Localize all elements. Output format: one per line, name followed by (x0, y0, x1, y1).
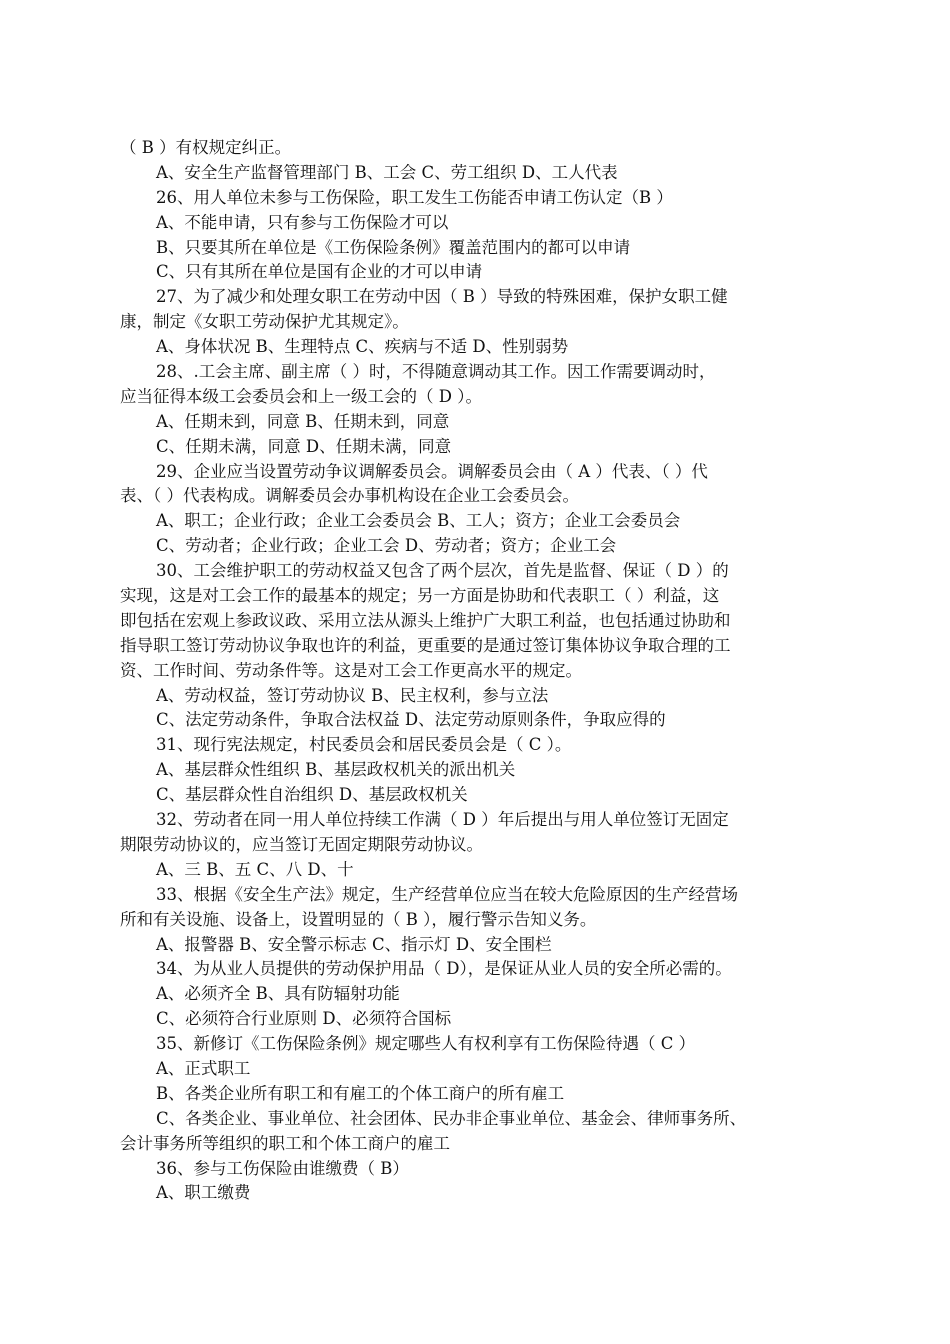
text-line: 34、为从业人员提供的劳动保护用品（ D），是保证从业人员的安全所必需的。 (156, 959, 732, 979)
text-line: 35、新修订《工伤保险条例》规定哪些人有权利享有工伤保险待遇（ C ） (156, 1034, 696, 1054)
text-line: 36、参与工伤保险由谁缴费（ B） (156, 1158, 409, 1178)
text-line: 应当征得本级工会委员会和上一级工会的（ D ）。 (120, 386, 482, 406)
text-line: 28、.工会主席、副主席（ ）时，不得随意调动其工作。因工作需要调动时， (156, 362, 716, 382)
text-line: C、必须符合行业原则 D、必须符合国标 (156, 1009, 452, 1029)
text-line: 资、工作时间、劳动条件等。这是对工会工作更高水平的规定。 (120, 660, 582, 680)
text-line: C、只有其所在单位是国有企业的才可以申请 (156, 262, 483, 282)
text-line: A、任期未到，同意 B、任期未到，同意 (156, 411, 450, 431)
text-line: A、职工；企业行政；企业工会委员会 B、工人；资方；企业工会委员会 (156, 511, 681, 531)
text-line: A、身体状况 B、生理特点 C、疾病与不适 D、性别弱势 (156, 337, 569, 357)
text-line: 期限劳动协议的，应当签订无固定期限劳动协议。 (120, 834, 483, 854)
text-line: （ B ）有权规定纠正。 (120, 138, 292, 157)
text-line: 27、为了减少和处理女职工在劳动中因（ B ）导致的特殊困难，保护女职工健 (156, 287, 728, 307)
text-line: 会计事务所等组织的职工和个体工商户的雇工 (120, 1133, 450, 1153)
text-line: C、劳动者；企业行政；企业工会 D、劳动者；资方；企业工会 (156, 536, 617, 556)
text-line: 32、劳动者在同一用人单位持续工作满（ D ）年后提出与用人单位签订无固定 (156, 810, 729, 830)
text-line: A、必须齐全 B、具有防辐射功能 (156, 984, 400, 1004)
text-line: A、职工缴费 (156, 1183, 251, 1203)
text-line: A、基层群众性组织 B、基层政权机关的派出机关 (156, 760, 516, 780)
document-body (120, 136, 836, 1206)
text-line: 即包括在宏观上参政议政、采用立法从源头上维护广大职工利益，也包括通过协助和 (120, 610, 731, 630)
text-line: 33、根据《安全生产法》规定，生产经营单位应当在较大危险原因的生产经营场 (156, 884, 738, 904)
text-line: A、报警器 B、安全警示标志 C、指示灯 D、安全围栏 (156, 934, 552, 954)
text-line: 指导职工签订劳动协议争取也许的利益，更重要的是通过签订集体协议争取合理的工 (120, 635, 731, 655)
text-line: C、任期未满，同意 D、任期未满，同意 (156, 436, 452, 456)
text-line: A、不能申请，只有参与工伤保险才可以 (156, 212, 449, 232)
text-line: 30、工会维护职工的劳动权益又包含了两个层次，首先是监督、保证（ D ）的 (156, 561, 729, 581)
text-line: A、安全生产监督管理部门 B、工会 C、劳工组织 D、工人代表 (156, 162, 618, 182)
text-line: A、劳动权益，签订劳动协议 B、民主权利，参与立法 (156, 685, 549, 705)
text-line: C、法定劳动条件，争取合法权益 D、法定劳动原则条件，争取应得的 (156, 710, 666, 730)
text-line: B、各类企业所有职工和有雇工的个体工商户的所有雇工 (156, 1083, 565, 1103)
text-line: 29、企业应当设置劳动争议调解委员会。调解委员会由（ A ）代表、（ ）代 (156, 461, 708, 481)
text-line: 表、（ ）代表构成。调解委员会办事机构设在企业工会委员会。 (120, 486, 579, 506)
text-line: A、正式职工 (156, 1058, 251, 1078)
text-line: 所和有关设施、设备上，设置明显的（ B ），履行警示告知义务。 (120, 909, 597, 929)
text-line: 康，制定《女职工劳动保护尤其规定》。 (120, 312, 409, 332)
text-line: B、只要其所在单位是《工伤保险条例》覆盖范围内的都可以申请 (156, 237, 631, 257)
text-line: 31、现行宪法规定，村民委员会和居民委员会是（ C ）。 (156, 735, 572, 755)
text-line: A、三 B、五 C、八 D、十 (156, 859, 354, 879)
text-line: 26、用人单位未参与工伤保险，职工发生工伤能否申请工伤认定（B ） (156, 187, 673, 207)
text-line: 实现，这是对工会工作的最基本的规定；另一方面是协助和代表职工（ ）利益，这 (120, 586, 720, 606)
text-line: C、基层群众性自治组织 D、基层政权机关 (156, 785, 468, 805)
text-line: C、各类企业、事业单位、社会团体、民办非企事业单位、基金会、律师事务所、 (156, 1108, 747, 1128)
